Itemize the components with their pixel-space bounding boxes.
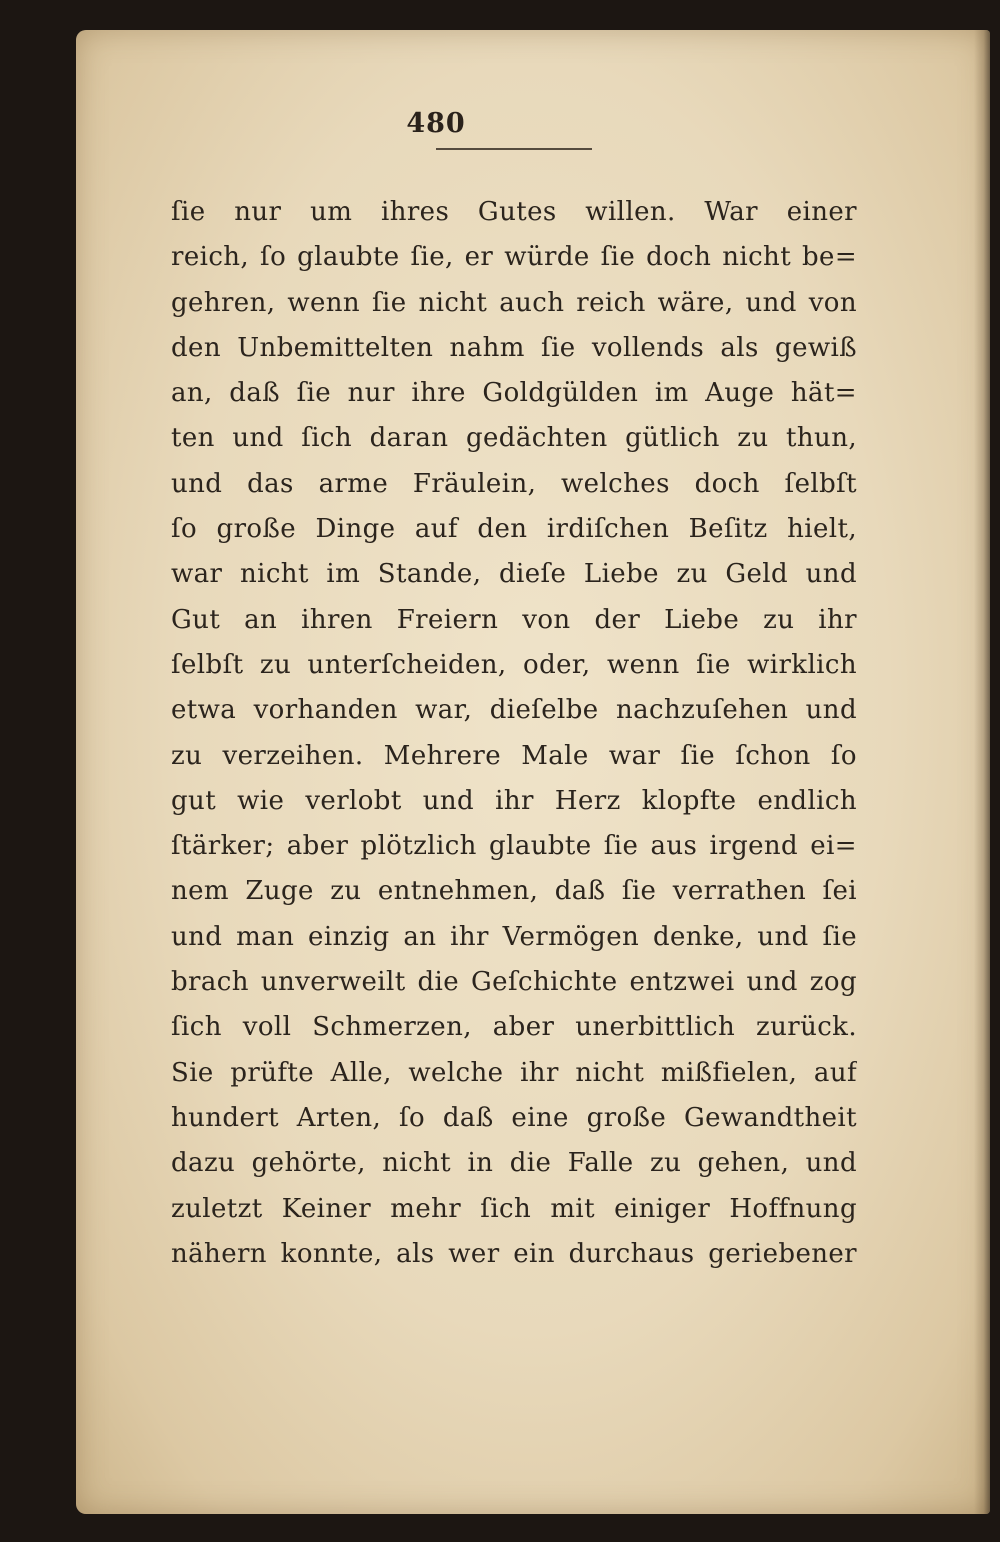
text-line: an, daß ſie nur ihre Goldgülden im Auge hät= [171, 378, 857, 409]
text-line: den Unbemittelten nahm ſie vollends als gewiß [171, 332, 857, 363]
text-line: ſich voll Schmerzen, aber unerbittlich zurück. [171, 1012, 857, 1043]
text-line: Sie prüfte Alle, welche ihr nicht mißfielen, auf [171, 1057, 857, 1088]
page-edge-shadow [974, 30, 990, 1514]
text-line: zu verzeihen. Mehrere Male war ſie ſchon ſo [171, 740, 857, 771]
text-line: brach unverweilt die Geſchichte entzwei und zog [171, 967, 857, 998]
text-line: nähern konnte, als wer ein durchaus geriebener [171, 1238, 857, 1269]
text-line: nem Zuge zu entnehmen, daß ſie verrathen ſei [171, 876, 857, 907]
text-line: zuletzt Keiner mehr ſich mit einiger Hoffnung [171, 1193, 857, 1224]
text-line: dazu gehörte, nicht in die Falle zu gehen, und [171, 1148, 857, 1179]
text-line: und man einzig an ihr Vermögen denke, und ſie [171, 921, 857, 952]
text-line: hundert Arten, ſo daß eine große Gewandtheit [171, 1102, 857, 1133]
text-line: etwa vorhanden war, dieſelbe nachzuſehen und [171, 695, 857, 726]
text-line: ſie nur um ihres Gutes willen. War einer [171, 197, 857, 227]
text-line: gehren, wenn ſie nicht auch reich wäre, und von [171, 287, 857, 318]
text-line: Gut an ihren Freiern von der Liebe zu ihr [171, 604, 857, 635]
header-rule [436, 148, 592, 150]
text-line: ten und ſich daran gedächten gütlich zu thun, [171, 423, 857, 454]
text-line: und das arme Fräulein, welches doch ſelbſt [171, 468, 857, 499]
text-line: war nicht im Stande, dieſe Liebe zu Geld und [171, 559, 857, 590]
text-line: ſo große Dinge auf den irdiſchen Beſitz hielt, [171, 514, 857, 545]
body-text [171, 190, 857, 1277]
page-number: 480 [406, 108, 466, 139]
text-line: gut wie verlobt und ihr Herz klopfte endlich [171, 785, 857, 816]
text-line: ſtärker; aber plötzlich glaubte ſie aus irgend ei= [171, 831, 857, 862]
text-line: ſelbſt zu unterſcheiden, oder, wenn ſie wirklich [171, 649, 857, 680]
text-line: reich, ſo glaubte ſie, er würde ſie doch nicht be= [171, 242, 857, 273]
